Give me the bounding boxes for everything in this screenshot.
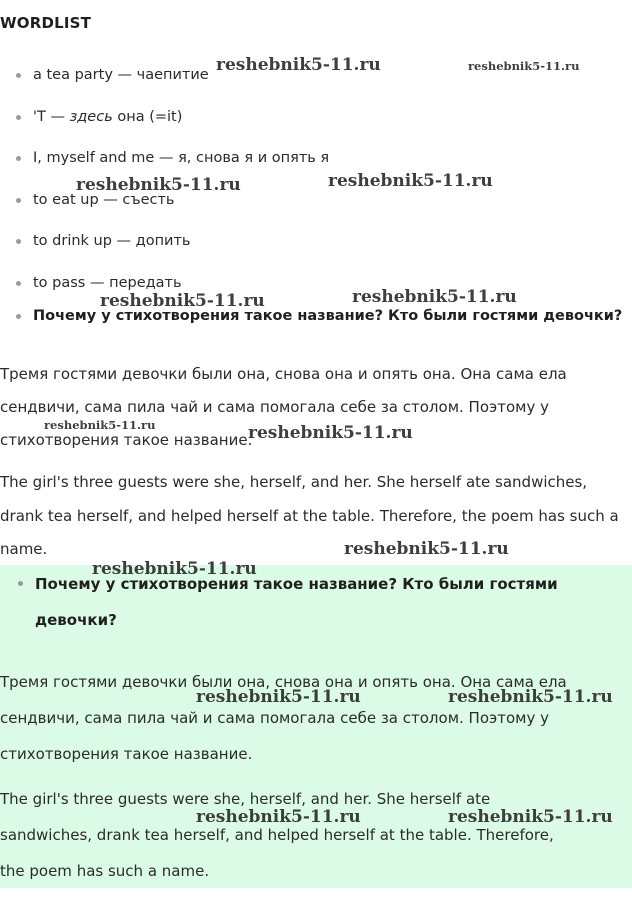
watermark: reshebnik5-11.ru — [468, 59, 580, 73]
wordlist-item-italic: здесь — [69, 109, 113, 125]
wordlist-item-prefix: 'T — — [33, 109, 70, 125]
answer-ru-line: Тремя гостями девочки были она, снова она и опять она. Она сама ела — [0, 365, 567, 383]
watermark: reshebnik5-11.ru — [100, 291, 265, 311]
wordlist-item: to pass — передать — [33, 275, 182, 291]
wordlist-item: to drink up — допить — [33, 233, 191, 249]
highlighted-ru-line: сендвичи, сама пила чай и сама помогала себе за столом. Поэтому у — [0, 709, 549, 727]
highlighted-en-line: sandwiches, drank tea herself, and helped herself at the table. Therefore, — [0, 826, 554, 844]
answer-ru-line: сендвичи, сама пила чай и сама помогала себе за столом. Поэтому у — [0, 398, 549, 416]
watermark: reshebnik5-11.ru — [352, 287, 517, 307]
watermark: reshebnik5-11.ru — [196, 687, 361, 707]
highlighted-ru-line: Тремя гостями девочки были она, снова она и опять она. Она сама ела — [0, 673, 567, 691]
wordlist-item-suffix: она (=it) — [112, 109, 183, 125]
highlighted-en-line: The girl's three guests were she, herself, and her. She herself ate — [0, 790, 491, 808]
question-item: Почему у стихотворения такое название? Кто были гостями девочки? — [33, 308, 623, 324]
highlighted-en-line: the poem has such a name. — [0, 862, 210, 880]
watermark: reshebnik5-11.ru — [328, 171, 493, 191]
answer-ru-line: стихотворения такое название. — [0, 431, 253, 449]
watermark: reshebnik5-11.ru — [248, 423, 413, 443]
watermark: reshebnik5-11.ru — [196, 807, 361, 827]
watermark: reshebnik5-11.ru — [344, 539, 509, 559]
wordlist-item — [33, 107, 182, 127]
watermark: reshebnik5-11.ru — [44, 418, 156, 432]
highlighted-question: Почему у стихотворения такое название? Кто были гостями девочки? — [35, 566, 605, 638]
answer-en-line: The girl's three guests were she, herself, and her. She herself ate sandwiches, — [0, 473, 588, 491]
answer-en-line: drank tea herself, and helped herself at the table. Therefore, the poem has such a — [0, 507, 619, 525]
watermark: reshebnik5-11.ru — [216, 55, 381, 75]
wordlist-item: I, myself and me — я, снова я и опять я — [33, 150, 330, 166]
watermark: reshebnik5-11.ru — [448, 687, 613, 707]
highlighted-ru-line: стихотворения такое название. — [0, 745, 253, 763]
wordlist-item: a tea party — чаепитие — [33, 67, 209, 83]
wordlist-item: to eat up — съесть — [33, 192, 175, 208]
watermark: reshebnik5-11.ru — [92, 559, 257, 579]
watermark: reshebnik5-11.ru — [448, 807, 613, 827]
watermark: reshebnik5-11.ru — [76, 175, 241, 195]
answer-en-line: name. — [0, 540, 48, 558]
wordlist-heading: WORDLIST — [0, 14, 92, 32]
